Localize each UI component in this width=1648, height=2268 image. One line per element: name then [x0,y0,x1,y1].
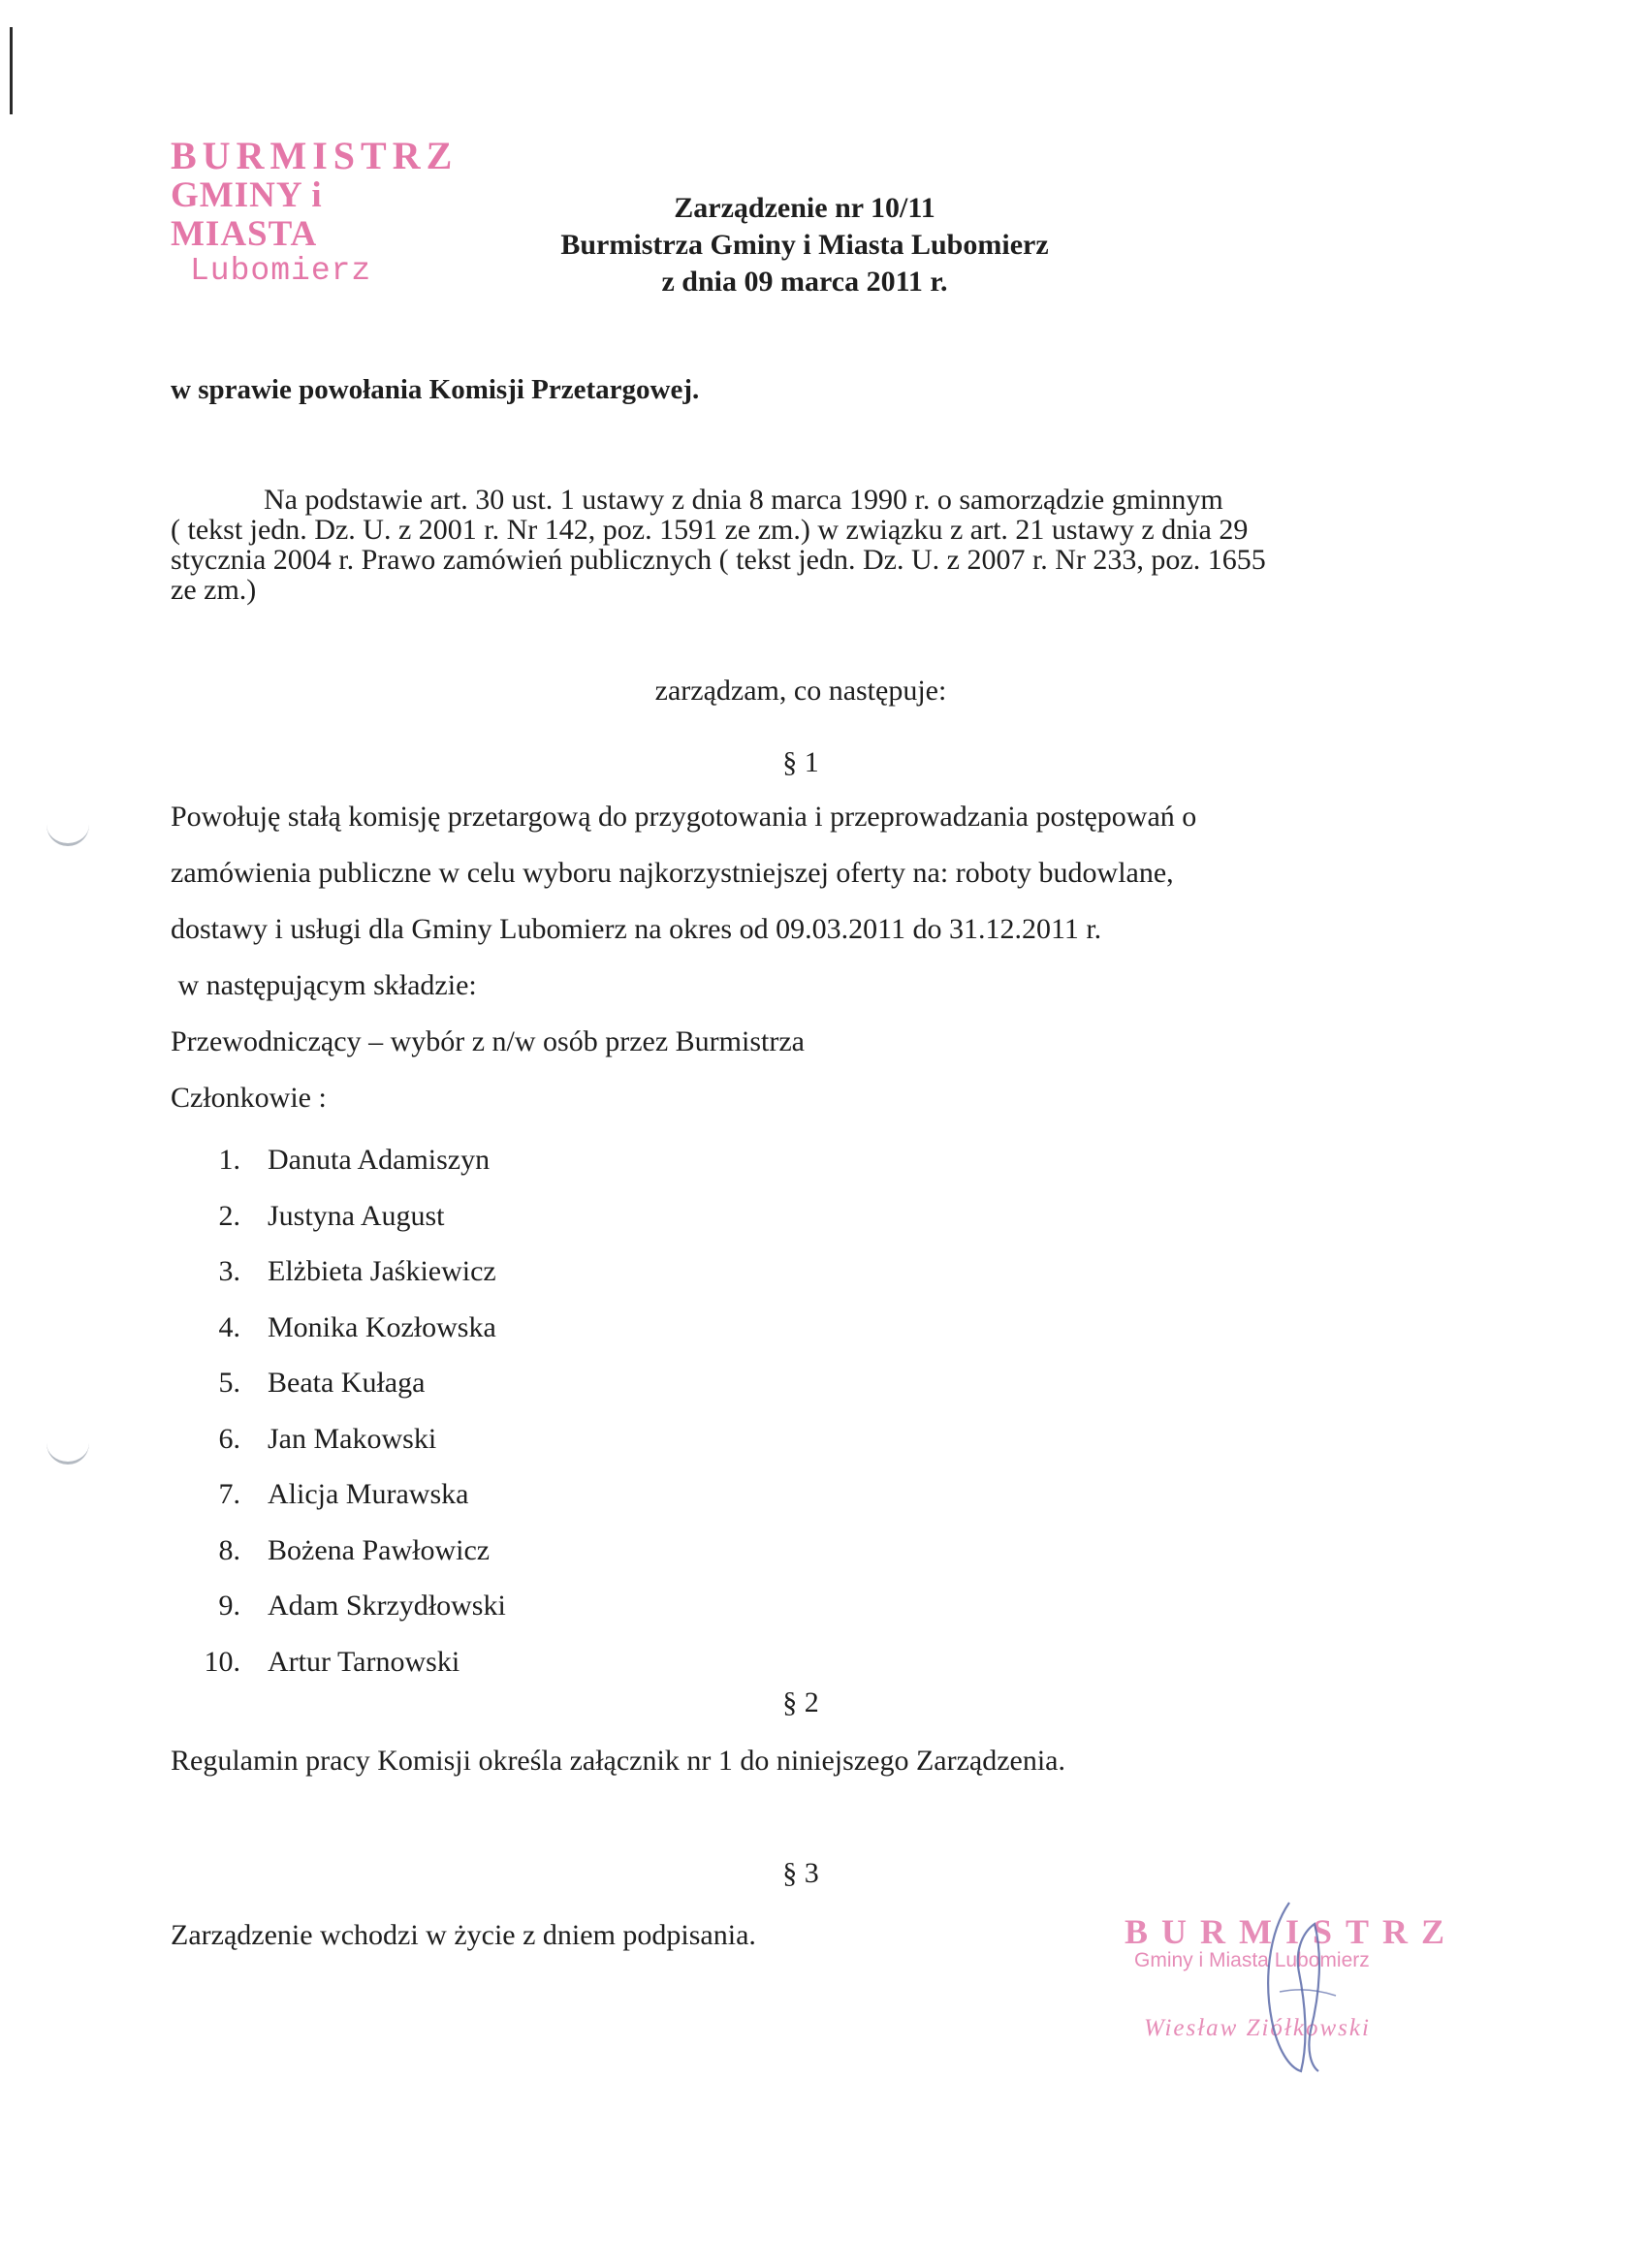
issuer: Burmistrza Gminy i Miasta Lubomierz [560,229,1049,261]
legal-basis-paragraph [171,485,1431,605]
stamp-line: Wiesław Ziółkowski [1144,2015,1371,2041]
decree-date: z dnia 09 marca 2011 r. [661,266,948,298]
decree-number: Zarządzenie nr 10/11 [674,192,935,224]
stamp-line: GMINY i MIASTA [171,175,323,254]
decree-subject: w sprawie powołania Komisji Przetargowej. [171,374,700,405]
list-item: 3. Elżbieta Jaśkiewicz [218,1255,496,1287]
handwritten-signature [1251,1895,1357,2079]
section1-line: Powołuję stałą komisję przetargową do przygotowania i przeprowadzania postępowań o [171,801,1197,833]
list-item: 9. Adam Skrzydłowski [218,1590,506,1622]
list-item: 7. Alicja Murawska [218,1478,469,1510]
member-name: Jan Makowski [268,1422,437,1455]
section3-text: Zarządzenie wchodzi w życie z dniem podpisania. [171,1919,756,1951]
stamp-line: BURMISTRZ [171,134,459,177]
decree-intro: zarządzam, co następuje: [654,675,947,707]
basis-line: ze zm.) [171,574,257,606]
member-name: Bożena Pawłowicz [268,1533,491,1566]
list-item: 4. Monika Kozłowska [218,1310,496,1343]
section1-line: zamówienia publiczne w celu wyboru najkorzystniejszej oferty na: roboty budowlane, [171,857,1174,889]
member-name: Artur Tarnowski [268,1645,460,1678]
member-name: Justyna August [268,1199,445,1232]
list-item: 2. Justyna August [218,1199,445,1232]
list-item: 5. Beata Kułaga [218,1367,426,1399]
document-header [407,190,1202,300]
member-name: Elżbieta Jaśkiewicz [268,1255,496,1287]
stamp-line: BURMISTRZ [1125,1912,1459,1951]
basis-line: ( tekst jedn. Dz. U. z 2001 r. Nr 142, poz. 1591 ze zm.) w związku z art. 21 ustawy z dnia 29 [171,514,1249,546]
member-name: Adam Skrzydłowski [268,1590,506,1622]
chairman-line: Przewodniczący – wybór z n/w osób przez Burmistrza [171,1025,805,1057]
members-list [171,1132,506,1689]
punch-hole-mark [47,822,89,846]
list-item: 1. Danuta Adamiszyn [218,1144,491,1176]
section-heading: § 3 [782,1857,819,1889]
stamp-line: Gminy i Miasta Lubomierz [1134,1949,1370,1971]
section1-line: dostawy i usługi dla Gminy Lubomierz na okres od 09.03.2011 do 31.12.2011 r. [171,913,1102,945]
section2-text: Regulamin pracy Komisji określa załącznik nr 1 do niniejszego Zarządzenia. [171,1745,1065,1777]
list-item: 10. Artur Tarnowski [204,1645,460,1678]
section-heading: § 1 [782,746,819,778]
members-label: Członkowie : [171,1082,327,1114]
member-name: Danuta Adamiszyn [268,1144,491,1176]
stamp-line: Lubomierz [190,253,372,289]
basis-line: Na podstawie art. 30 ust. 1 ustawy z dnia 8 marca 1990 r. o samorządzie gminnym [264,484,1223,516]
member-name: Beata Kułaga [268,1367,426,1399]
composition-label: w następującym składzie: [171,969,477,1001]
list-item: 6. Jan Makowski [218,1422,437,1455]
member-name: Alicja Murawska [268,1478,469,1510]
basis-line: stycznia 2004 r. Prawo zamówień publicznych ( tekst jedn. Dz. U. z 2007 r. Nr 233, poz. 1655 [171,544,1266,576]
punch-hole-mark [47,1440,89,1465]
section-heading: § 2 [782,1686,819,1718]
scan-edge-mark [10,27,13,114]
list-item: 8. Bożena Pawłowicz [218,1533,491,1566]
member-name: Monika Kozłowska [268,1310,496,1343]
